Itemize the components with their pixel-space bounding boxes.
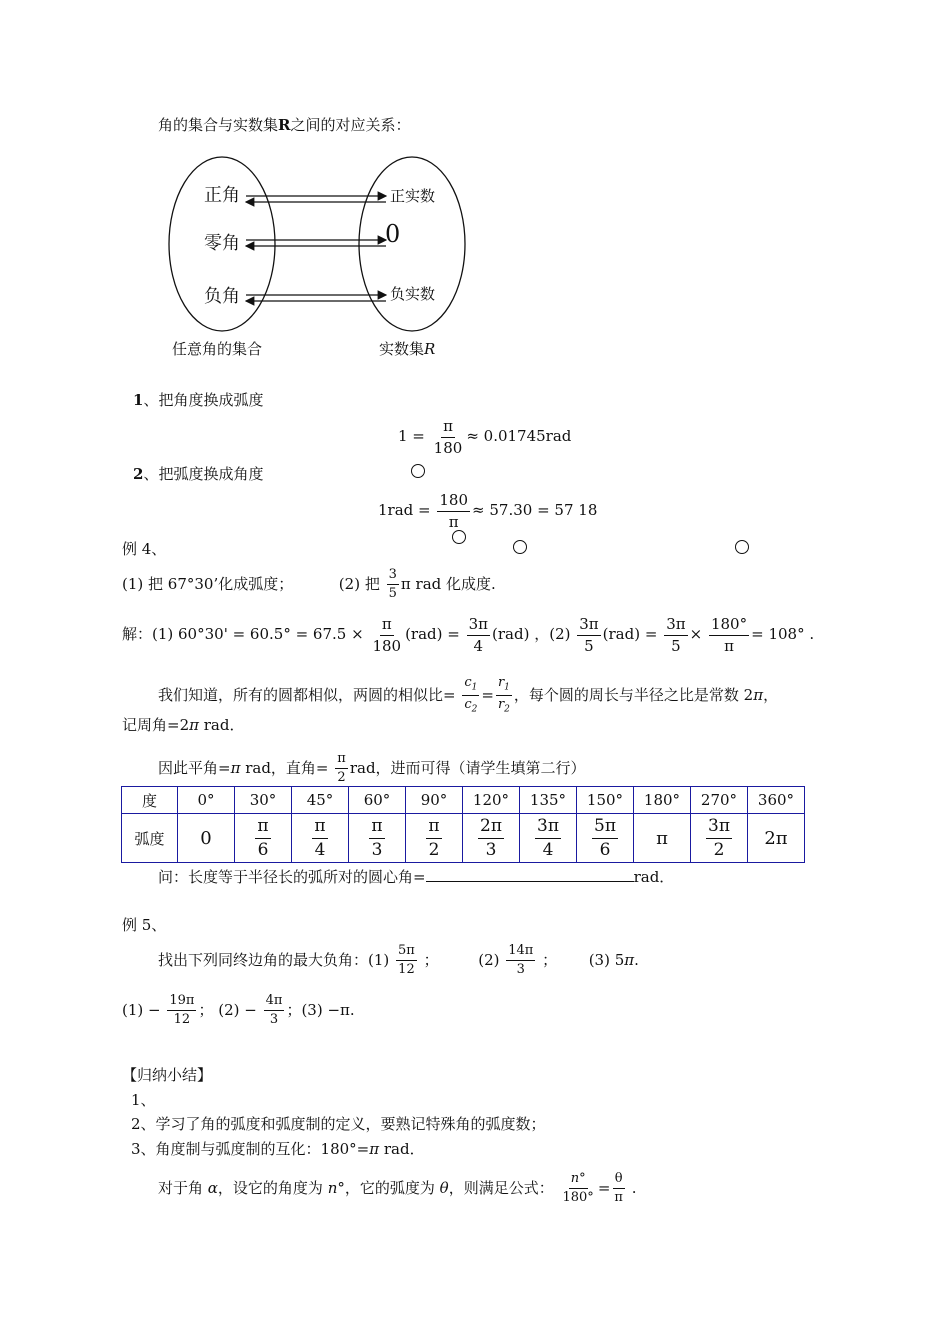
para-straight-angle: 因此平角=π rad，直角= $\frac{\pi}{2}$ rad，进而可得（请学生填第二行） xyxy=(158,751,586,786)
table-cell: 45° xyxy=(292,787,349,814)
label-zero-angle: 零角 xyxy=(204,233,240,254)
example5-answer: (1) − $\frac{19\pi}{12}$ ； (2) − $\frac{4\pi}{3}$ ；(3) −π. xyxy=(122,993,355,1028)
table-cell: $\frac{\pi}{6}$ xyxy=(235,814,292,863)
example5-question: 找出下列同终边角的最大负角：(1) $\frac{5\pi}{12}$ ； (2) $\frac{14\pi}{3}$ ； (3) 5π. xyxy=(158,943,639,978)
caption-right-set: 实数集R xyxy=(379,340,436,358)
example4-label: 例 4、 xyxy=(122,540,167,558)
table-cell: 0° xyxy=(178,787,235,814)
formula-deg-to-rad: 1 = $\frac{\pi}{180}$ ≈ 0.01745rad xyxy=(398,417,572,457)
label-negative-real: 负实数 xyxy=(390,285,436,303)
table-cell: $\frac{\pi}{4}$ xyxy=(292,814,349,863)
table-row-degrees xyxy=(122,787,805,814)
circle-mark xyxy=(513,540,527,554)
table-cell: $\frac{5\pi}{6}$ xyxy=(577,814,634,863)
table-cell: π xyxy=(634,814,691,863)
label-zero-real: 0 xyxy=(385,220,401,248)
table-cell: 度 xyxy=(122,787,178,814)
label-negative-angle: 负角 xyxy=(204,286,240,307)
table-cell: 90° xyxy=(406,787,463,814)
section1-title: 1、把角度换成弧度 xyxy=(133,391,264,409)
question-line: 问：长度等于半径长的弧所对的圆心角= rad． xyxy=(158,868,675,886)
table-cell: $\frac{\pi}{3}$ xyxy=(349,814,406,863)
table-cell: 120° xyxy=(463,787,520,814)
summary-item-2: 2、学习了角的弧度和弧度制的定义，要熟记特殊角的弧度数； xyxy=(131,1115,546,1133)
table-cell: 360° xyxy=(748,787,805,814)
para-similarity: 我们知道，所有的圆都相似，两圆的相似比= $\frac{c_1}{c_2}$ = $\frac{r_1}{r_2}$ ，每个圆的周长与半径之比是常数 2π， xyxy=(158,675,779,716)
label-positive-angle: 正角 xyxy=(204,185,240,206)
table-row-radians xyxy=(122,814,805,863)
example4-solution: 解：(1) 60°30' = 60.5° = 67.5 × $\frac{\pi}{180}$ (rad) = $\frac{3\pi}{4}$ (rad) ，(2) $\frac{3\pi}{5}$ (rad) = $\frac{3\pi}{5}$ × $\frac{180^\circ}{\pi}$ = 108° . xyxy=(122,615,815,655)
degree-radian-table xyxy=(121,786,805,863)
caption-left-set: 任意角的集合 xyxy=(172,340,263,358)
circle-mark xyxy=(411,464,425,478)
table-cell: $\frac{3\pi}{2}$ xyxy=(691,814,748,863)
table-cell: 135° xyxy=(520,787,577,814)
table-cell: 180° xyxy=(634,787,691,814)
summary-formula-line: 对于角 α，设它的角度为 n°，它的弧度为 θ，则满足公式： $\frac{n^\circ}{180^\circ}$ = $\frac{\theta}{\pi}$ . xyxy=(158,1171,637,1206)
formula-rad-to-deg: 1rad = $\frac{180}{\pi}$ ≈ 57.30 = 57 18 xyxy=(378,491,598,531)
example5-label: 例 5、 xyxy=(122,916,167,934)
table-cell: $\frac{\pi}{2}$ xyxy=(406,814,463,863)
circle-mark xyxy=(735,540,749,554)
table-cell: 30° xyxy=(235,787,292,814)
summary-item-1: 1、 xyxy=(131,1091,156,1109)
summary-title: 【归纳小结】 xyxy=(122,1066,213,1084)
table-cell: 2π xyxy=(748,814,805,863)
right-set-ellipse xyxy=(359,157,465,331)
table-cell: $\frac{2\pi}{3}$ xyxy=(463,814,520,863)
intro-line: 角的集合与实数集R之间的对应关系： xyxy=(158,116,411,134)
table-cell: 0 xyxy=(178,814,235,863)
label-positive-real: 正实数 xyxy=(390,187,436,205)
table-cell: 弧度 xyxy=(122,814,178,863)
circle-mark xyxy=(452,530,466,544)
answer-blank xyxy=(426,868,634,882)
example4-question: (1) 把 67°30’化成弧度； (2) 把 $\frac{3}{5}$ π rad 化成度. xyxy=(122,567,496,602)
table-cell: 150° xyxy=(577,787,634,814)
table-cell: 60° xyxy=(349,787,406,814)
para-full-angle: 记周角=2π rad． xyxy=(122,716,245,734)
table-cell: 270° xyxy=(691,787,748,814)
section2-title: 2、把弧度换成角度 xyxy=(133,465,264,483)
table-cell: $\frac{3\pi}{4}$ xyxy=(520,814,577,863)
summary-item-3: 3、角度制与弧度制的互化：180°=π rad． xyxy=(131,1140,425,1158)
